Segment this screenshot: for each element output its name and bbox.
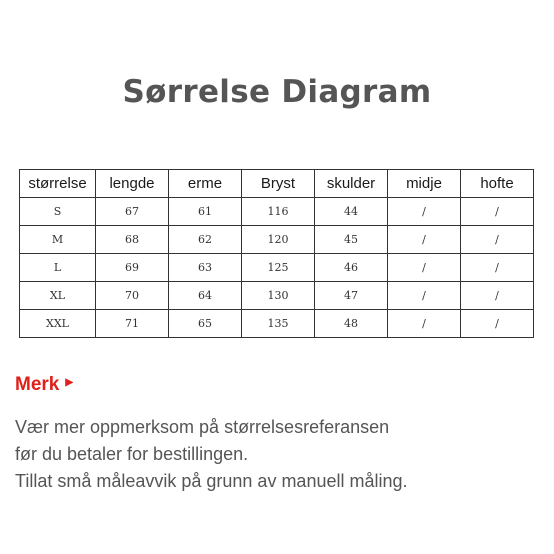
header-sleeve: erme [169, 170, 242, 198]
cell-waist: / [388, 198, 461, 226]
cell-hip: / [461, 198, 534, 226]
cell-size: S [20, 198, 96, 226]
cell-waist: / [388, 226, 461, 254]
cell-sleeve: 61 [169, 198, 242, 226]
table-row [20, 282, 534, 310]
cell-size: XXL [20, 310, 96, 338]
header-size: størrelse [20, 170, 96, 198]
cell-length: 68 [96, 226, 169, 254]
note-line: før du betaler for bestillingen. [15, 444, 249, 464]
table-row [20, 254, 534, 282]
cell-shoulder: 48 [315, 310, 388, 338]
table-row [20, 226, 534, 254]
note-heading [15, 374, 73, 396]
cell-length: 67 [96, 198, 169, 226]
table-row [20, 310, 534, 338]
cell-hip: / [461, 254, 534, 282]
cell-sleeve: 62 [169, 226, 242, 254]
cell-chest: 116 [242, 198, 315, 226]
cell-hip: / [461, 226, 534, 254]
cell-sleeve: 63 [169, 254, 242, 282]
cell-chest: 125 [242, 254, 315, 282]
cell-hip: / [461, 282, 534, 310]
cell-length: 70 [96, 282, 169, 310]
header-length: lengde [96, 170, 169, 198]
note-line: Vær mer oppmerksom på størrelsesreferansen [15, 417, 390, 437]
cell-length: 71 [96, 310, 169, 338]
note-heading-label: Merk [15, 374, 60, 395]
size-chart-table [19, 169, 534, 338]
cell-shoulder: 46 [315, 254, 388, 282]
cell-chest: 130 [242, 282, 315, 310]
header-hip: hofte [461, 170, 534, 198]
cell-waist: / [388, 310, 461, 338]
cell-size: M [20, 226, 96, 254]
triangle-right-icon: ▶ [65, 377, 74, 389]
cell-size: L [20, 254, 96, 282]
cell-chest: 120 [242, 226, 315, 254]
note-line: Tillat små måleavvik på grunn av manuell måling. [15, 471, 408, 491]
table-header-row [20, 170, 534, 198]
table-row [20, 198, 534, 226]
note-text [15, 414, 545, 495]
header-chest: Bryst [242, 170, 315, 198]
cell-chest: 135 [242, 310, 315, 338]
cell-shoulder: 47 [315, 282, 388, 310]
cell-sleeve: 64 [169, 282, 242, 310]
cell-waist: / [388, 282, 461, 310]
cell-length: 69 [96, 254, 169, 282]
cell-shoulder: 45 [315, 226, 388, 254]
cell-waist: / [388, 254, 461, 282]
cell-sleeve: 65 [169, 310, 242, 338]
header-shoulder: skulder [315, 170, 388, 198]
header-waist: midje [388, 170, 461, 198]
page-title: Sørrelse Diagram [122, 74, 432, 110]
cell-hip: / [461, 310, 534, 338]
cell-shoulder: 44 [315, 198, 388, 226]
cell-size: XL [20, 282, 96, 310]
